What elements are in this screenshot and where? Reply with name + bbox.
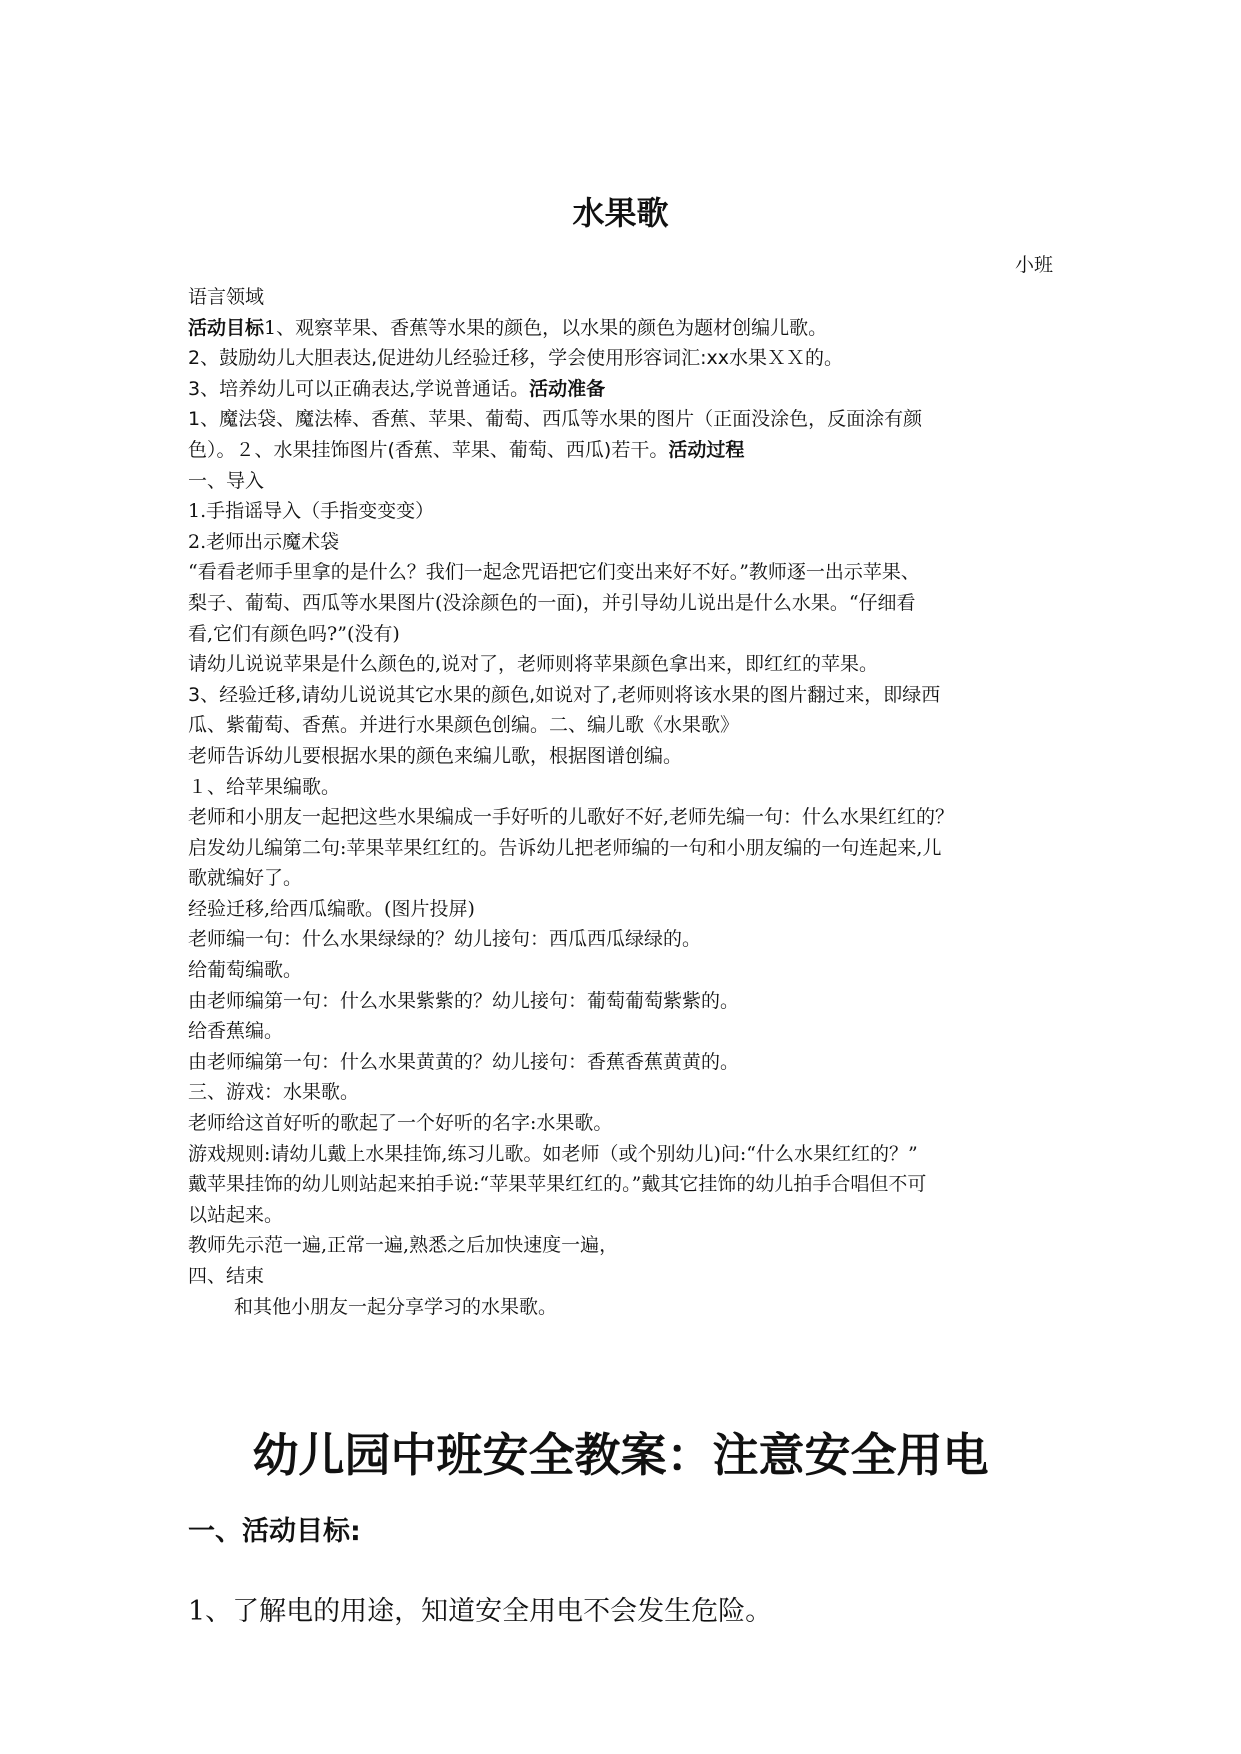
second-document-title: 幼儿园中班安全教案：注意安全用电 xyxy=(252,1428,989,1482)
lesson-plan-body xyxy=(188,282,1068,1322)
transfer-line-3: 老师告诉幼儿要根据水果的颜色来编儿歌，根据图谱创编。 xyxy=(188,744,683,767)
section-1-heading: 一、导入 xyxy=(188,469,265,492)
goal-1-text: 1、观察苹果、香蕉等水果的颜色，以水果的颜色为题材创编儿歌。 xyxy=(264,316,828,339)
dialog-line-4: 请幼儿说说苹果是什么颜色的,说对了，老师则将苹果颜色拿出来，即红红的苹果。 xyxy=(188,653,879,676)
watermelon-line: 老师编一句：什么水果绿绿的？幼儿接句：西瓜西瓜绿绿的。 xyxy=(188,928,702,951)
section-4-line: 和其他小朋友一起分享学习的水果歌。 xyxy=(234,1295,558,1318)
grape-line: 由老师编第一句：什么水果紫紫的？幼儿接句：葡萄葡萄紫紫的。 xyxy=(188,989,740,1012)
dialog-line-3: 看,它们有颜色吗?”(没有) xyxy=(188,622,400,645)
rule-line-1: 游戏规则:请幼儿戴上水果挂饰,练习儿歌。如老师（或个别幼儿)问:“什么水果红红的？” xyxy=(188,1142,918,1165)
rule-line-2: 戴苹果挂饰的幼儿则站起来拍手说:“苹果苹果红红的。”戴其它挂饰的幼儿拍手合唱但不可 xyxy=(188,1173,927,1196)
process-heading: 活动过程 xyxy=(668,438,745,461)
dialog-line-2: 梨子、葡萄、西瓜等水果图片(没涂颜色的一面)，并引导幼儿说出是什么水果。“仔细看 xyxy=(188,591,916,614)
rule-line-4: 教师先示范一遍,正常一遍,熟悉之后加快速度一遍， xyxy=(188,1234,619,1257)
rule-line-3: 以站起来。 xyxy=(188,1203,284,1226)
section-3-heading: 三、游戏：水果歌。 xyxy=(188,1081,360,1104)
grape-heading: 给葡萄编歌。 xyxy=(188,959,303,982)
goal-line-3 xyxy=(188,374,1068,405)
prep-line-2 xyxy=(188,435,1068,466)
goal-3-text: 3、培养幼儿可以正确表达,学说普通话。 xyxy=(188,377,530,400)
transfer-line-1: 3、经验迁移,请幼儿说说其它水果的颜色,如说对了,老师则将该水果的图片翻过来，即绿西 xyxy=(188,683,941,706)
transfer-line-2: 瓜、紫葡萄、香蕉。并进行水果颜色创编。二、编儿歌《水果歌》 xyxy=(188,714,740,737)
class-level-label: 小班 xyxy=(1014,254,1053,276)
goal-heading: 活动目标 xyxy=(188,316,265,339)
page-title: 水果歌 xyxy=(572,194,669,232)
prep-line-1: 1、魔法袋、魔法棒、香蕉、苹果、葡萄、西瓜等水果的图片（正面没涂色，反面涂有颜 xyxy=(188,408,923,431)
section-1-item-2: 2.老师出示魔术袋 xyxy=(188,530,340,553)
prep-2-text: 色）。２、水果挂饰图片(香蕉、苹果、葡萄、西瓜)若干。 xyxy=(188,438,669,461)
goal-line-1 xyxy=(188,313,1068,344)
domain-line: 语言领域 xyxy=(188,286,265,308)
apple-line-3: 歌就编好了。 xyxy=(188,867,303,890)
second-document-section-heading: 一、活动目标: xyxy=(188,1516,361,1547)
section-3-line: 老师给这首好听的歌起了一个好听的名字:水果歌。 xyxy=(188,1112,613,1135)
second-document-goal-1: 1、了解电的用途，知道安全用电不会发生危险。 xyxy=(188,1596,773,1627)
dialog-line-1: “看看老师手里拿的是什么？我们一起念咒语把它们变出来好不好。”教师逐一出示苹果、 xyxy=(188,561,920,584)
goal-line-2: 2、鼓励幼儿大胆表达,促进幼儿经验迁移，学会使用形容词汇:xx水果ＸＸ的。 xyxy=(188,347,844,370)
section-4-heading: 四、结束 xyxy=(188,1265,265,1287)
section-1-item-1: 1.手指谣导入（手指变变变） xyxy=(188,500,435,523)
apple-heading: １、给苹果编歌。 xyxy=(188,775,341,798)
apple-line-2: 启发幼儿编第二句:苹果苹果红红的。告诉幼儿把老师编的一句和小朋友编的一句连起来,儿 xyxy=(188,836,942,859)
banana-line: 由老师编第一句：什么水果黄黄的？幼儿接句：香蕉香蕉黄黄的。 xyxy=(188,1050,740,1073)
apple-line-1: 老师和小朋友一起把这些水果编成一手好听的儿歌好不好,老师先编一句：什么水果红红的？ xyxy=(188,806,955,829)
watermelon-heading: 经验迁移,给西瓜编歌。(图片投屏) xyxy=(188,897,475,920)
prep-heading: 活动准备 xyxy=(529,377,606,400)
banana-heading: 给香蕉编。 xyxy=(188,1020,284,1043)
